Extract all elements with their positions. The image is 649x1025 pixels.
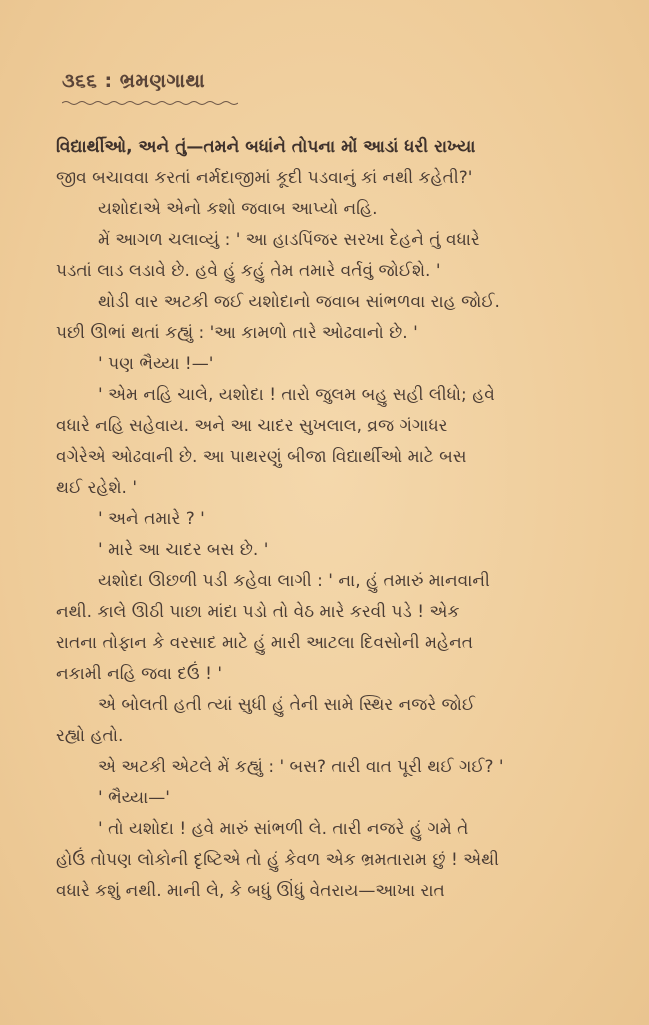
- book-title: ભ્રમણગાથા: [119, 70, 206, 92]
- text-line: હોઉં તોપણ લોકોની દૃષ્ટિએ તો હું કેવળ એક ભ્રમતારામ છું ! એથી: [56, 850, 500, 870]
- body-text: [56, 132, 596, 907]
- running-header: [62, 70, 205, 92]
- text-line: ' મારે આ ચાદર બસ છે. ': [98, 540, 269, 560]
- text-line: ' એમ નહિ ચાલે, યશોદા ! તારો જુલમ બહુ સહી લીધો; હવે: [98, 385, 495, 405]
- text-line: ' પણ ભૈય્યા !—': [98, 354, 214, 374]
- text-line: નકામી નહિ જવા દઉં ! ': [56, 664, 222, 684]
- text-line: પછી ઊભાં થતાં કહ્યું : 'આ કામળો તારે ઓઢવાનો છે. ': [56, 323, 418, 343]
- text-line: ' અને તમારે ? ': [98, 509, 205, 529]
- page-number: ૩૬૬: [62, 70, 98, 92]
- text-line: થઈ રહેશે. ': [56, 478, 138, 498]
- text-line: વિદ્યાર્થીઓ, અને તું—તમને બધાંને તોપના મોં આડાં ધરી રાખ્યા: [56, 137, 476, 157]
- text-line: યશોદા ઊછળી પડી કહેવા લાગી : ' ના, હું તમારું માનવાની: [98, 571, 490, 591]
- text-line: રાતના તોફાન કે વરસાદ માટે હું મારી આટલા દિવસોની મહેનત: [56, 633, 474, 653]
- text-line: થોડી વાર અટકી જઈ યશોદાનો જવાબ સાંભળવા રાહ જોઈ.: [98, 292, 500, 312]
- text-line: વગેરેએ ઓઢવાની છે. આ પાથરણું બીજા વિદ્યાર્થીઓ માટે બસ: [56, 447, 467, 467]
- header-wavy-underline: [62, 100, 238, 106]
- text-line: જીવ બચાવવા કરતાં નર્મદાજીમાં કૂદી પડવાનું કાં નથી કહેતી?': [56, 168, 473, 188]
- text-line: ' તો યશોદા ! હવે મારું સાંભળી લે. તારી નજરે હું ગમે તે: [98, 819, 469, 839]
- text-line: એ બોલતી હતી ત્યાં સુધી હું તેની સામે સ્થિર નજરે જોઈ: [98, 695, 476, 715]
- text-line: નથી. કાલે ઊઠી પાછા માંદા પડો તો વેઠ મારે કરવી પડે ! એક: [56, 602, 460, 622]
- text-line: વધારે નહિ સહેવાય. અને આ ચાદર સુખલાલ, વ્રજ ગંગાધર: [56, 416, 448, 436]
- header-separator: :: [97, 70, 120, 92]
- text-line: રહ્યો હતો.: [56, 726, 124, 746]
- text-line: વધારે કશું નથી. માની લે, કે બધું ઊંધું વેતરાય—આખા રાત: [56, 881, 445, 901]
- text-line: ' ભૈય્યા—': [98, 788, 170, 808]
- text-line: યશોદાએ એનો કશો જવાબ આપ્યો નહિ.: [98, 199, 378, 219]
- text-line: મેં આગળ ચલાવ્યું : ' આ હાડપિંજર સરખા દેહને તું વધારે: [98, 230, 480, 250]
- text-line: એ અટકી એટલે મેં કહ્યું : ' બસ? તારી વાત પૂરી થઈ ગઈ? ': [98, 757, 504, 777]
- text-line: પડતાં લાડ લડાવે છે. હવે હું કહું તેમ તમારે વર્તવું જોઈશે. ': [56, 261, 441, 281]
